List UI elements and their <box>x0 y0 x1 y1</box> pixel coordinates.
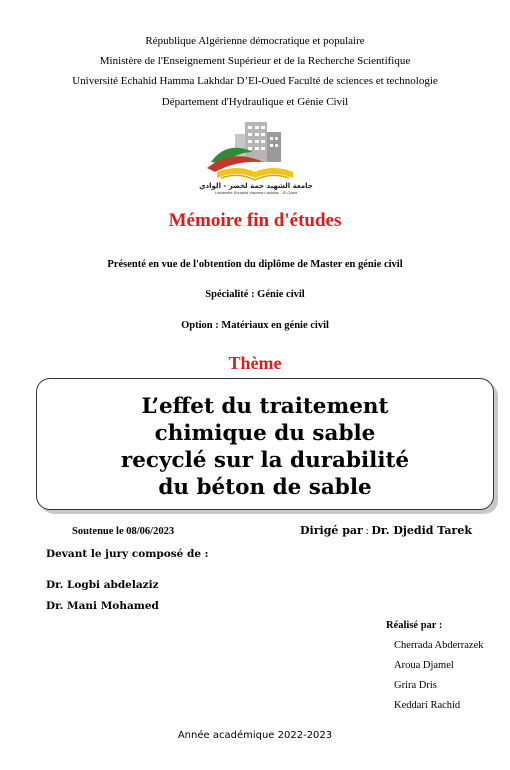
presented-line: Présenté en vue de l'obtention du diplôme de Master en génie civil <box>107 259 403 270</box>
theme-line: du béton de sable <box>158 475 372 500</box>
theme-line: L’effet du traitement <box>141 394 389 419</box>
memoire-title: Mémoire fin d'études <box>168 210 342 231</box>
republic-line: République Algérienne démocratique et populaire <box>145 35 365 47</box>
ministry-line: Ministère de l'Enseignement Supérieur et de la Recherche Scientifique <box>99 55 411 67</box>
author-name: Keddari Rachid <box>394 700 461 711</box>
jury-member: Dr. Logbi abdelaziz <box>46 579 159 591</box>
jury-label: Devant le jury composé de : <box>46 548 209 560</box>
theme-title <box>37 393 493 501</box>
academic-year: Année académique 2022-2023 <box>177 730 333 741</box>
theme-line: chimique du sable <box>154 421 376 446</box>
logo-arabic-text: جامعة الشهيد حمة لخضر - الوادي <box>199 182 313 190</box>
jury-member: Dr. Mani Mohamed <box>46 600 159 612</box>
supervisor-label: Dirigé par <box>300 524 363 537</box>
realized-label: Réalisé par : <box>386 620 443 631</box>
supervisor-name: Dr. Djedid Tarek <box>371 524 472 537</box>
supervisor <box>300 524 472 537</box>
department-line: Département d'Hydraulique et Génie Civil <box>161 96 349 108</box>
theme-line: recyclé sur la durabilité <box>120 448 410 473</box>
speciality-line: Spécialité : Génie civil <box>205 289 305 300</box>
defense-date: Soutenue le 08/06/2023 <box>72 526 175 537</box>
university-logo <box>197 118 315 198</box>
theme-label: Thème <box>228 353 282 373</box>
supervisor-separator: : <box>362 525 372 537</box>
logo-latin-text: Université Echahid Hamma Lakhdar - El-Oued <box>214 190 298 195</box>
university-line: Université Echahid Hamma Lakhdar D’El-Oued Faculté de sciences et technologie <box>72 75 438 87</box>
theme-box <box>36 378 494 510</box>
option-line: Option : Matériaux en génie civil <box>181 320 329 331</box>
author-name: Cherrada Abderrazek <box>394 640 484 651</box>
author-name: Grira Dris <box>394 680 437 691</box>
author-name: Aroua Djamel <box>394 660 454 671</box>
